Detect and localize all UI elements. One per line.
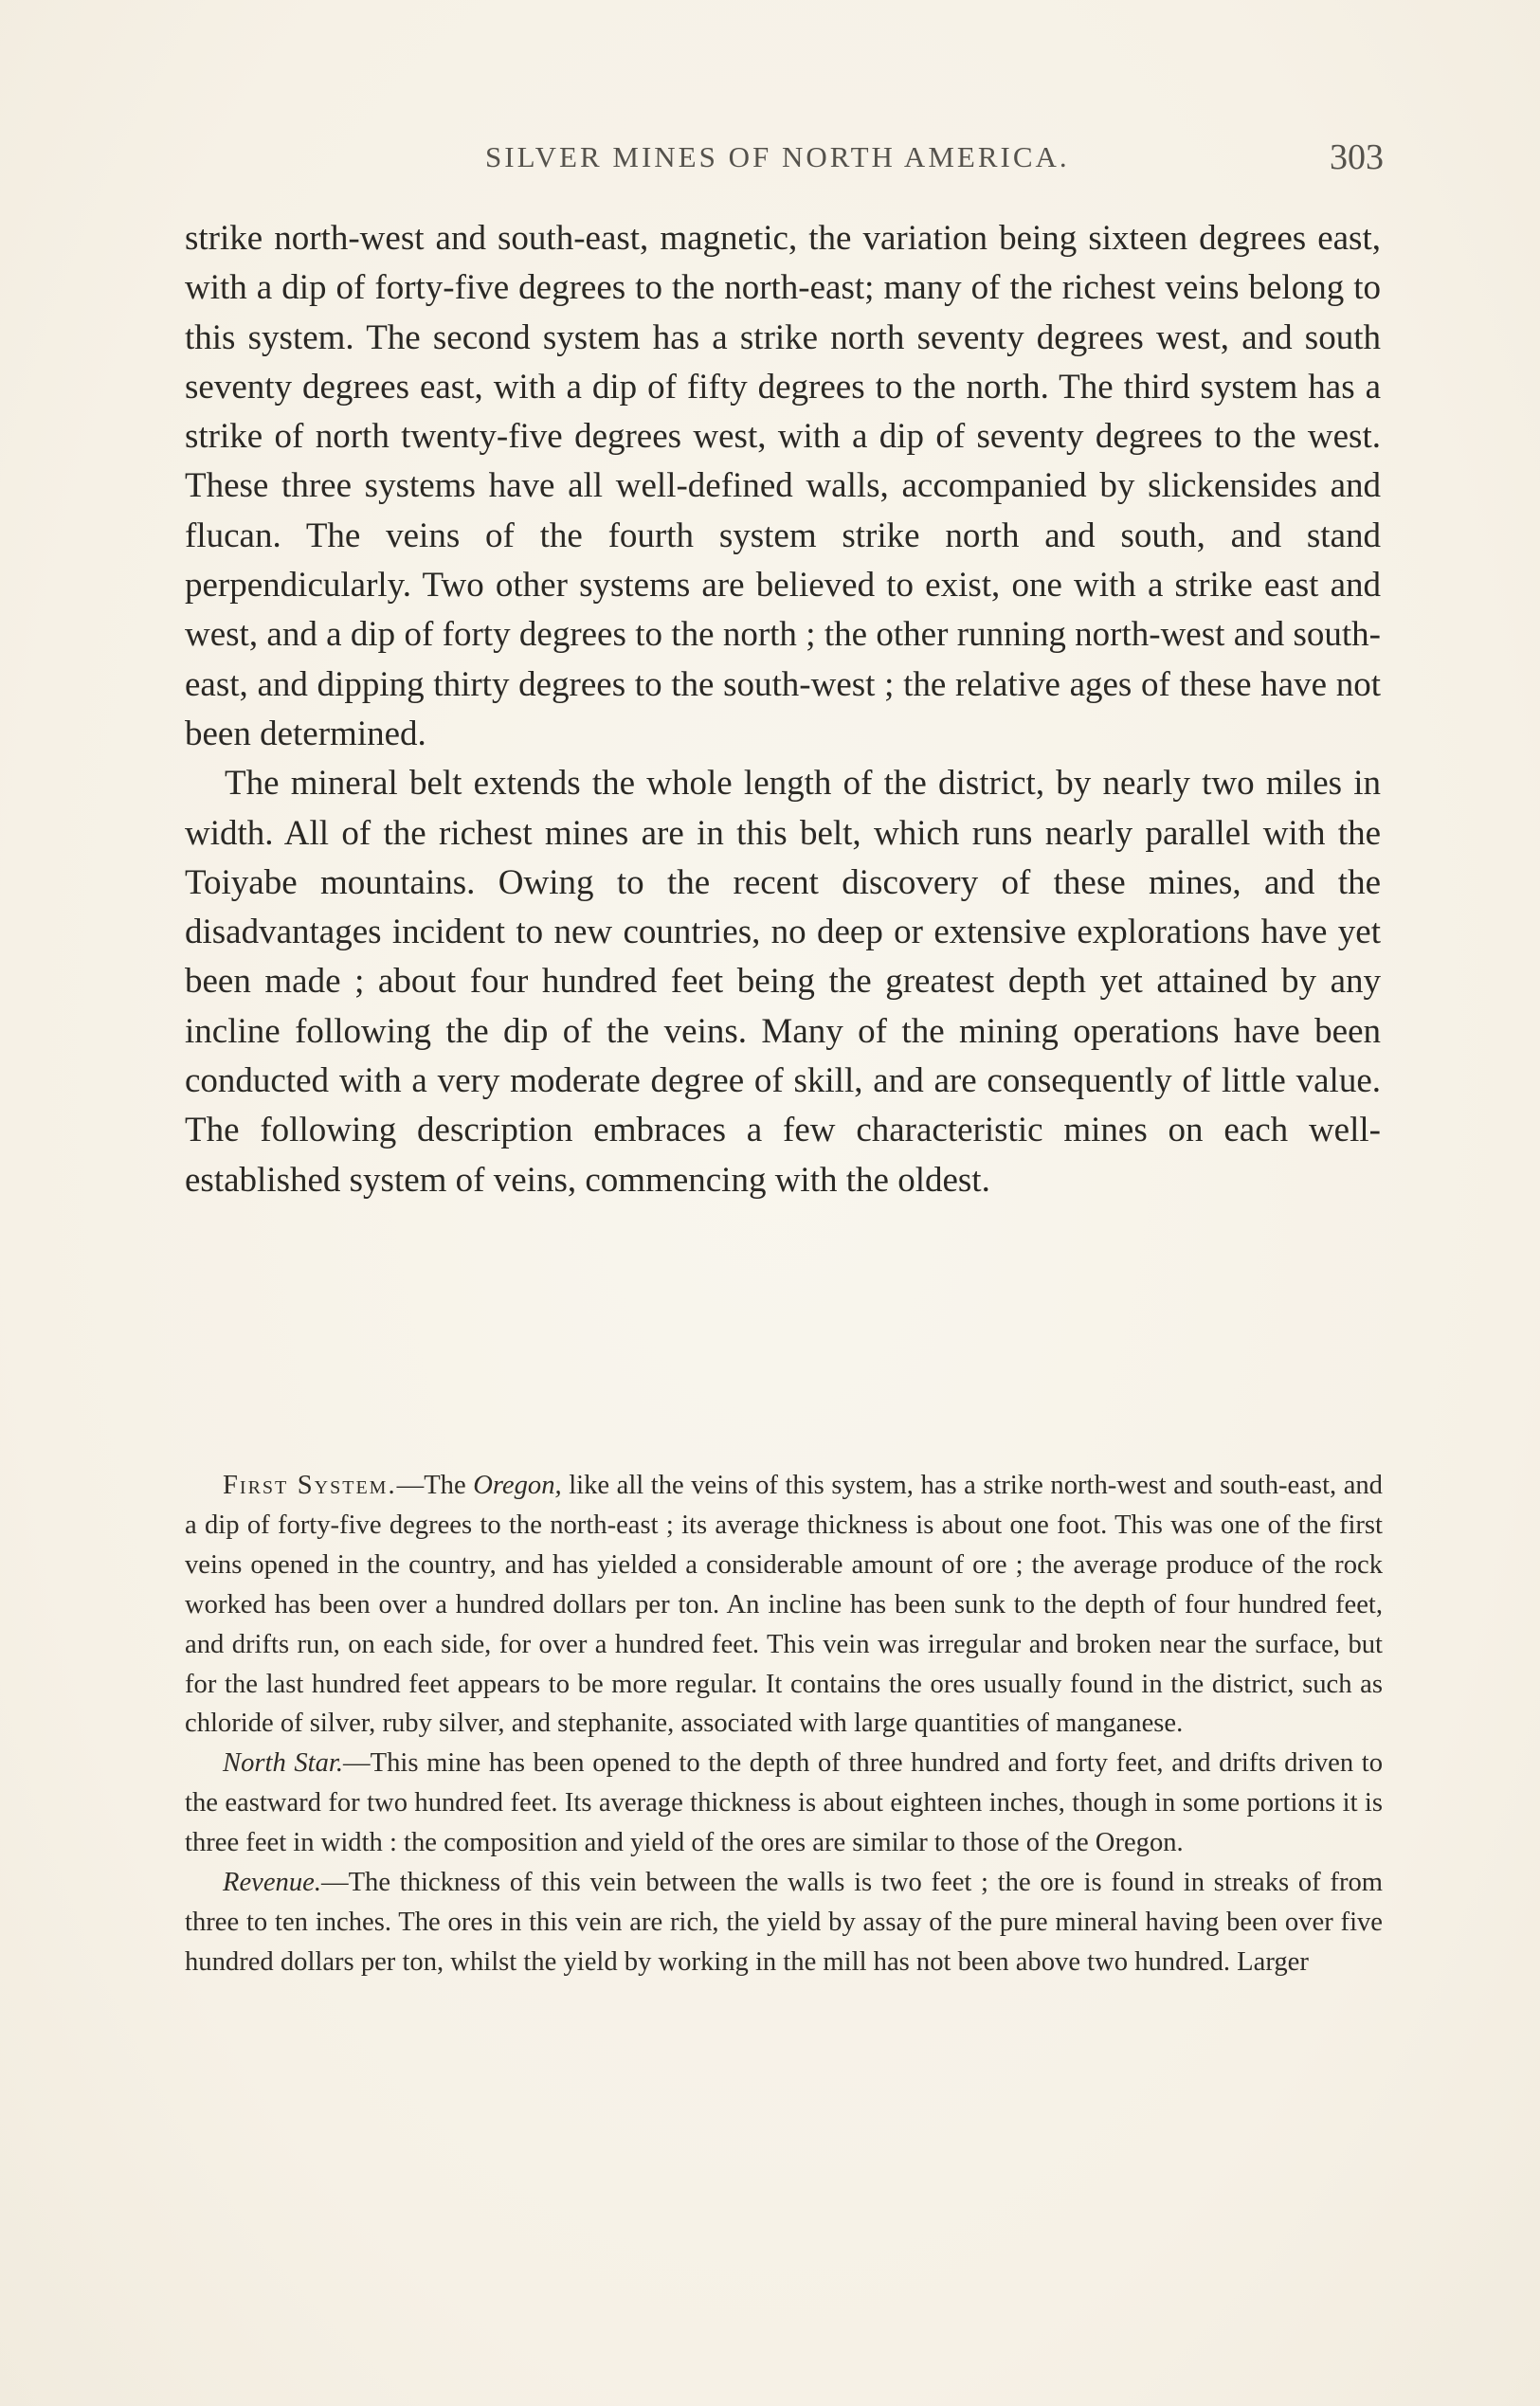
section-heading-first-system: First System. <box>223 1471 397 1500</box>
note-body-north-star: —This mine has been opened to the depth of three hundred and forty feet, and drifts driven to the eastward for two hundred feet. Its average thickness is about eighteen inches, though in some portions it is three feet in width : the composition and yield of the ores are similar to those of the Oregon. <box>185 1748 1384 1858</box>
mine-descriptions <box>185 1466 1383 1982</box>
page-number: 303 <box>1330 137 1384 177</box>
note-lead: —The <box>396 1471 474 1500</box>
mine-name-revenue: Revenue. <box>223 1868 321 1898</box>
paragraph-continued: strike north-west and south-east, magnetic, the variation being sixteen degrees east, with a dip of forty-five degrees to the north-east; many of the richest veins belong to this system. The second system has a strike north seventy degrees west, and south seventy degrees east, with a dip of fifty degrees to the north. The third system has a strike of north twenty-five degrees west, with a dip of seventy degrees to the west. These three systems have all well-defined walls, accompanied by slickensides and flucan. The veins of the fourth system strike north and south, and stand perpendicularly. Two other systems are believed to exist, one with a strike east and west, and a dip of forty degrees to the north ; the other running north-west and south-east, and dipping thirty degrees to the south-west ; the relative ages of these have not been determined. <box>185 219 1381 753</box>
note-body-revenue: —The thickness of this vein between the walls is two feet ; the ore is found in streaks of from three to ten inches. The ores in this vein are rich, the yield by assay of the pure mineral having been over five hundred dollars per ton, whilst the yield by working in the mill has not been above two hundred. Larger <box>185 1868 1383 1977</box>
running-head: SILVER MINES OF NORTH AMERICA. <box>485 140 1070 173</box>
mine-name-oregon: Oregon, <box>473 1471 562 1500</box>
note-first-system <box>185 1466 1383 1744</box>
mine-name-north-star: North Star. <box>223 1748 344 1779</box>
note-body-oregon: like all the veins of this system, has a strike north-west and south-east, and a dip of forty-five degrees to the north-east ; its average thickness is about one foot. This was one of the first veins opened in the country, and has yielded a considerable amount of ore ; the average produce of the rock worked has been over a hundred dollars per ton. An incline has been sunk to the depth of four hundred feet, and drifts run, on each side, for over a hundred feet. This vein was irregular and broken near the surface, but for the last hundred feet appears to be more regular. It contains the ores usually found in the district, such as chloride of silver, ruby silver, and stephanite, associated with large quantities of manganese. <box>185 1471 1383 1739</box>
page-header <box>185 137 1384 188</box>
paragraph-mineral-belt: The mineral belt extends the whole length of the district, by nearly two miles in width. All of the richest mines are in this belt, which runs nearly parallel with the Toiyabe mountains. Owing to the recent discovery of these mines, and the disadvantages incident to new countries, no deep or extensive explorations have yet been made ; about four hundred feet being the greatest depth yet attained by any incline following the dip of the veins. Many of the mining operations have been conducted with a very moderate degree of skill, and are consequently of little value. The following description embraces a few characteristic mines on each well-established system of veins, commencing with the oldest. <box>185 764 1381 1200</box>
main-body-text <box>185 214 1381 1205</box>
note-north-star <box>185 1744 1383 1863</box>
note-revenue <box>185 1863 1383 1982</box>
